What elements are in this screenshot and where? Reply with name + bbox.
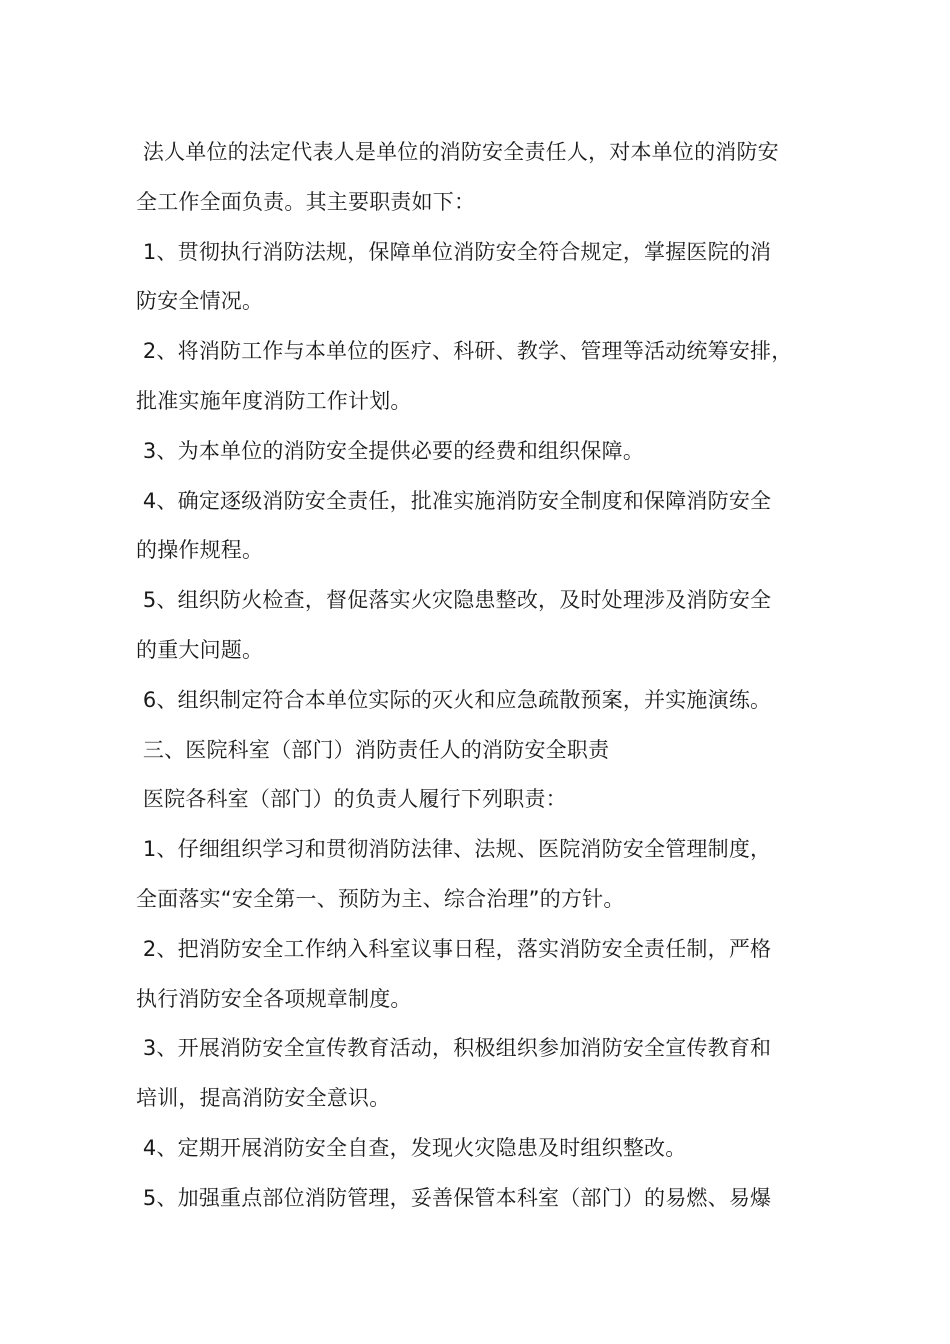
text-line: 1、仔细组织学习和贯彻消防法律、法规、医院消防安全管理制度， xyxy=(136,837,772,862)
section-heading: 三、医院科室（部门）消防责任人的消防安全职责 xyxy=(136,737,610,762)
text-line: 2、将消防工作与本单位的医疗、科研、教学、管理等活动统筹安排， xyxy=(136,339,793,364)
text-line: 法人单位的法定代表人是单位的消防安全责任人，对本单位的消防安 xyxy=(136,140,779,164)
text-line: 1、贯彻执行消防法规，保障单位消防安全符合规定，掌握医院的消 xyxy=(136,239,772,264)
text-line: 2、把消防安全工作纳入科室议事日程，落实消防安全责任制，严格 xyxy=(136,936,772,961)
text-line: 4、定期开展消防安全自查，发现火灾隐患及时组织整改。 xyxy=(136,1135,687,1160)
text-line: 执行消防安全各项规章制度。 xyxy=(136,986,412,1011)
text-line: 6、组织制定符合本单位实际的灭火和应急疏散预案，并实施演练。 xyxy=(136,687,772,712)
text-line: 医院各科室（部门）的负责人履行下列职责： xyxy=(136,787,567,812)
text-line: 全面落实“安全第一、预防为主、综合治理”的方针。 xyxy=(136,886,625,911)
text-line: 3、开展消防安全宣传教育活动，积极组织参加消防安全宣传教育和 xyxy=(136,1036,772,1061)
text-line: 培训，提高消防安全意识。 xyxy=(136,1086,391,1111)
text-line: 防安全情况。 xyxy=(136,289,264,314)
text-line: 全工作全面负责。其主要职责如下： xyxy=(136,189,476,214)
text-line: 5、组织防火检查，督促落实火灾隐患整改，及时处理涉及消防安全 xyxy=(136,588,772,613)
text-line: 批准实施年度消防工作计划。 xyxy=(136,388,412,413)
text-line: 4、确定逐级消防安全责任，批准实施消防安全制度和保障消防安全 xyxy=(136,488,772,513)
text-line: 5、加强重点部位消防管理，妥善保管本科室（部门）的易燃、易爆 xyxy=(136,1185,772,1210)
document-body xyxy=(136,128,836,1224)
text-line: 的重大问题。 xyxy=(136,637,264,662)
text-line: 3、为本单位的消防安全提供必要的经费和组织保障。 xyxy=(136,438,645,463)
text-line: 的操作规程。 xyxy=(136,538,264,563)
